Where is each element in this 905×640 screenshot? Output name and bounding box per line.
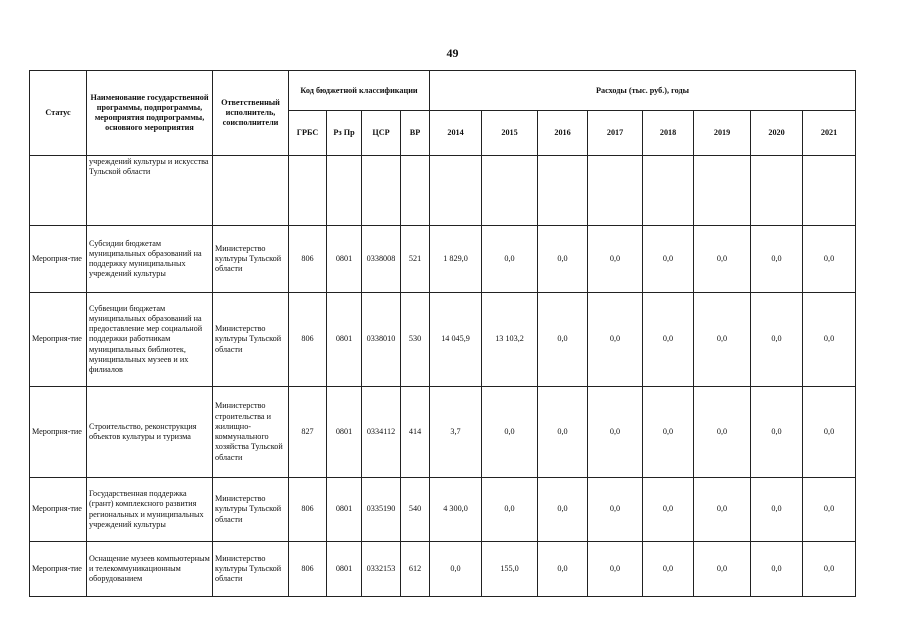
cell-year-value: 0,0	[751, 226, 803, 293]
header-year: 2017	[588, 111, 643, 156]
cell-year-value: 0,0	[694, 478, 751, 542]
cell-year-value	[430, 156, 482, 226]
cell-grbs	[289, 156, 327, 226]
cell-name: Государственная поддержка (грант) комплексного развития региональных и муниципальных учреждений культуры	[87, 478, 213, 542]
cell-year-value: 0,0	[803, 293, 856, 387]
cell-rzpr	[327, 156, 362, 226]
cell-year-value: 0,0	[538, 387, 588, 478]
cell-year-value: 0,0	[694, 293, 751, 387]
cell-name: Оснащение музеев компьютерным и телекоммуникационным оборудованием	[87, 542, 213, 597]
cell-year-value	[538, 156, 588, 226]
cell-name: Субвенции бюджетам муниципальных образований на предоставление мер социальной поддержки работникам муниципальных библиотек, муниципальных музеев и их филиалов	[87, 293, 213, 387]
cell-year-value: 0,0	[643, 387, 694, 478]
cell-year-value: 3,7	[430, 387, 482, 478]
cell-year-value: 0,0	[694, 542, 751, 597]
header-year: 2016	[538, 111, 588, 156]
header-name: Наименование государственной программы, подпрограммы, мероприятия подпрограммы, основного мероприятия	[87, 71, 213, 156]
cell-year-value: 4 300,0	[430, 478, 482, 542]
cell-rzpr: 0801	[327, 293, 362, 387]
cell-year-value: 0,0	[643, 542, 694, 597]
table-row	[30, 542, 856, 597]
cell-csr	[362, 156, 401, 226]
table-row	[30, 293, 856, 387]
header-year: 2021	[803, 111, 856, 156]
cell-grbs: 806	[289, 542, 327, 597]
cell-grbs: 806	[289, 478, 327, 542]
cell-year-value	[482, 156, 538, 226]
cell-vr: 540	[401, 478, 430, 542]
cell-year-value: 0,0	[643, 226, 694, 293]
cell-executor: Министерство культуры Тульской области	[213, 542, 289, 597]
cell-rzpr: 0801	[327, 387, 362, 478]
cell-year-value: 0,0	[538, 478, 588, 542]
cell-year-value: 0,0	[803, 387, 856, 478]
cell-executor: Министерство культуры Тульской области	[213, 293, 289, 387]
cell-status: Меропрня-тие	[30, 542, 87, 597]
cell-year-value: 0,0	[482, 226, 538, 293]
cell-status: Меропрня-тие	[30, 478, 87, 542]
page-number: 49	[446, 46, 459, 60]
cell-year-value: 0,0	[803, 226, 856, 293]
cell-year-value: 0,0	[694, 226, 751, 293]
cell-year-value	[588, 156, 643, 226]
cell-vr: 521	[401, 226, 430, 293]
header-year: 2020	[751, 111, 803, 156]
header-grbs: ГРБС	[289, 111, 327, 156]
budget-table	[29, 70, 856, 597]
cell-year-value: 0,0	[482, 478, 538, 542]
cell-executor	[213, 156, 289, 226]
cell-year-value: 0,0	[538, 542, 588, 597]
cell-year-value: 0,0	[588, 387, 643, 478]
cell-csr: 0334112	[362, 387, 401, 478]
cell-year-value: 0,0	[751, 542, 803, 597]
cell-year-value: 0,0	[538, 226, 588, 293]
cell-executor: Министерство культуры Тульской области	[213, 226, 289, 293]
cell-year-value: 0,0	[588, 542, 643, 597]
header-year: 2014	[430, 111, 482, 156]
cell-year-value: 0,0	[538, 293, 588, 387]
cell-name: Строительство, реконструкция объектов культуры и туризма	[87, 387, 213, 478]
table-row	[30, 387, 856, 478]
cell-grbs: 827	[289, 387, 327, 478]
cell-rzpr: 0801	[327, 226, 362, 293]
cell-year-value	[643, 156, 694, 226]
cell-grbs: 806	[289, 293, 327, 387]
header-vr: ВР	[401, 111, 430, 156]
cell-vr	[401, 156, 430, 226]
cell-year-value: 0,0	[588, 226, 643, 293]
cell-year-value: 0,0	[803, 542, 856, 597]
cell-year-value: 0,0	[588, 293, 643, 387]
header-rzpr: Рз Пр	[327, 111, 362, 156]
header-status: Статус	[30, 71, 87, 156]
header-year: 2019	[694, 111, 751, 156]
table-row	[30, 156, 856, 226]
cell-year-value: 0,0	[694, 387, 751, 478]
cell-status	[30, 156, 87, 226]
cell-csr: 0338008	[362, 226, 401, 293]
header-year: 2015	[482, 111, 538, 156]
cell-year-value	[803, 156, 856, 226]
cell-year-value: 14 045,9	[430, 293, 482, 387]
cell-rzpr: 0801	[327, 542, 362, 597]
cell-executor: Министерство культуры Тульской области	[213, 478, 289, 542]
cell-rzpr: 0801	[327, 478, 362, 542]
cell-csr: 0338010	[362, 293, 401, 387]
header-executor: Ответственный исполнитель, соисполнители	[213, 71, 289, 156]
table-row	[30, 226, 856, 293]
cell-year-value: 0,0	[643, 478, 694, 542]
cell-year-value: 155,0	[482, 542, 538, 597]
cell-vr: 530	[401, 293, 430, 387]
cell-grbs: 806	[289, 226, 327, 293]
cell-year-value	[694, 156, 751, 226]
header-budget-code: Код бюджетной классификации	[289, 71, 430, 111]
cell-year-value	[751, 156, 803, 226]
cell-vr: 414	[401, 387, 430, 478]
cell-status: Меропрня-тие	[30, 226, 87, 293]
cell-year-value: 1 829,0	[430, 226, 482, 293]
header-row-top	[30, 71, 856, 111]
cell-executor: Министерство строительства и жилищно-коммунального хозяйства Тульской области	[213, 387, 289, 478]
header-year: 2018	[643, 111, 694, 156]
header-csr: ЦСР	[362, 111, 401, 156]
cell-year-value: 0,0	[482, 387, 538, 478]
cell-year-value: 0,0	[751, 293, 803, 387]
cell-year-value: 0,0	[430, 542, 482, 597]
cell-year-value: 13 103,2	[482, 293, 538, 387]
cell-year-value: 0,0	[751, 478, 803, 542]
header-expenses: Расходы (тыс. руб.), годы	[430, 71, 856, 111]
cell-year-value: 0,0	[751, 387, 803, 478]
cell-status: Меропрня-тие	[30, 293, 87, 387]
cell-year-value: 0,0	[803, 478, 856, 542]
cell-year-value: 0,0	[588, 478, 643, 542]
table-row	[30, 478, 856, 542]
table-body	[30, 156, 856, 597]
cell-csr: 0335190	[362, 478, 401, 542]
cell-status: Меропрня-тие	[30, 387, 87, 478]
cell-year-value: 0,0	[643, 293, 694, 387]
cell-name: учреждений культуры и искусства Тульской области	[87, 156, 213, 226]
cell-csr: 0332153	[362, 542, 401, 597]
cell-vr: 612	[401, 542, 430, 597]
cell-name: Субсидии бюджетам муниципальных образований на поддержку муниципальных учреждений культуры	[87, 226, 213, 293]
